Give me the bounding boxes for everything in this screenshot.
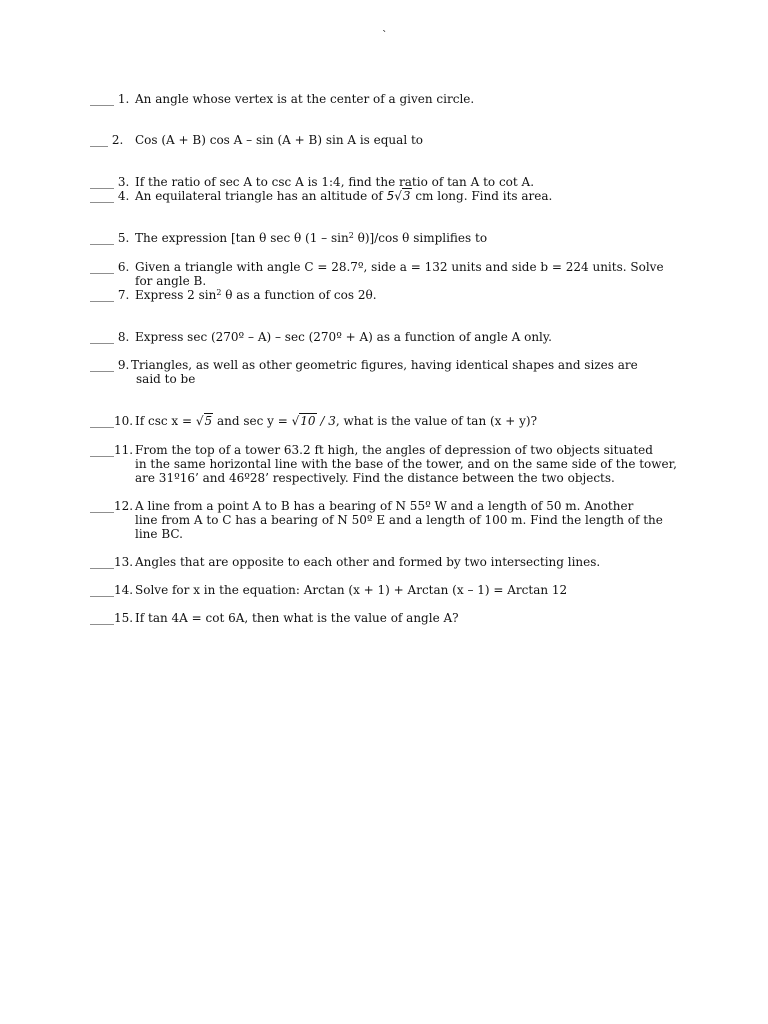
question-text: An angle whose vertex is at the center of a given circle. (135, 92, 475, 106)
question-text: Cos (A + B) cos A – sin (A + B) sin A is equal to (135, 133, 424, 147)
question-text: The expression [tan θ sec θ $(1 - \sin^2 \theta)]/\cos$ θ simplifies to (135, 231, 488, 245)
question-text: A line from a point A to B has a bearing of N 55º W and a length of 50 m. Another line from A to C has a bearing of N 50º E and a length of 100 m. Find the length of the line BC. (135, 499, 663, 541)
question-text: Express 2 $\sin^2 \theta$ as a function of cos 2θ. (135, 288, 377, 302)
question-number: ___ 2. (90, 133, 124, 147)
question-text: If the ratio of sec A to csc A is 1:4, find the ratio of tan A to cot A. (135, 175, 535, 189)
question-text: If csc x = √5 and sec y = √10 / 3, what is the value of tan (x + y)? (135, 414, 538, 428)
question-number: ____15. (90, 611, 134, 625)
question-number: ____ 4. (90, 189, 130, 203)
radical-expression: √5 (195, 414, 213, 428)
question-text: Angles that are opposite to each other and formed by two intersecting lines. (135, 555, 601, 569)
question-text: From the top of a tower 63.2 ft high, the angles of depression of two objects situated in the same horizontal line with the base of the tower, and on the same side of the tower, are 31º16’ and 46º28’ respectively. Find the distance between the two objects. (135, 443, 677, 485)
question-text: Express sec (270º – A) – sec (270º + A) as a function of angle A only. (135, 330, 552, 344)
question-number: ____ 3. (90, 175, 130, 189)
header-tick-mark: ` (382, 29, 388, 42)
radical-expression: 5√3 (386, 189, 411, 203)
question-number: ____ 6. (90, 260, 130, 274)
question-text: An equilateral triangle has an altitude of 5√3 cm long. Find its area. (135, 189, 553, 203)
question-number: ____ 1. (90, 92, 130, 106)
question-number: ____12. (90, 499, 134, 513)
question-text: Solve for x in the equation: Arctan (x + 1) + Arctan (x – 1) = Arctan 12 (135, 583, 568, 597)
question-number: ____10. (90, 414, 134, 428)
question-number: ____ 7. (90, 288, 130, 302)
question-number: ____14. (90, 583, 134, 597)
radical-expression: √10 (291, 414, 316, 428)
question-text: Given a triangle with angle C = 28.7º, side a = 132 units and side b = 224 units. Solve for angle B. (135, 260, 664, 288)
question-number: ____ 5. (90, 231, 130, 245)
question-text: Triangles, as well as other geometric figures, having identical shapes and sizes are said to be (131, 358, 638, 386)
question-number: ____13. (90, 555, 134, 569)
question-number: ____ 9. (90, 358, 130, 372)
question-text: If tan 4A = cot 6A, then what is the value of angle A? (135, 611, 459, 625)
question-number: ____ 8. (90, 330, 130, 344)
question-number: ____11. (90, 443, 134, 457)
